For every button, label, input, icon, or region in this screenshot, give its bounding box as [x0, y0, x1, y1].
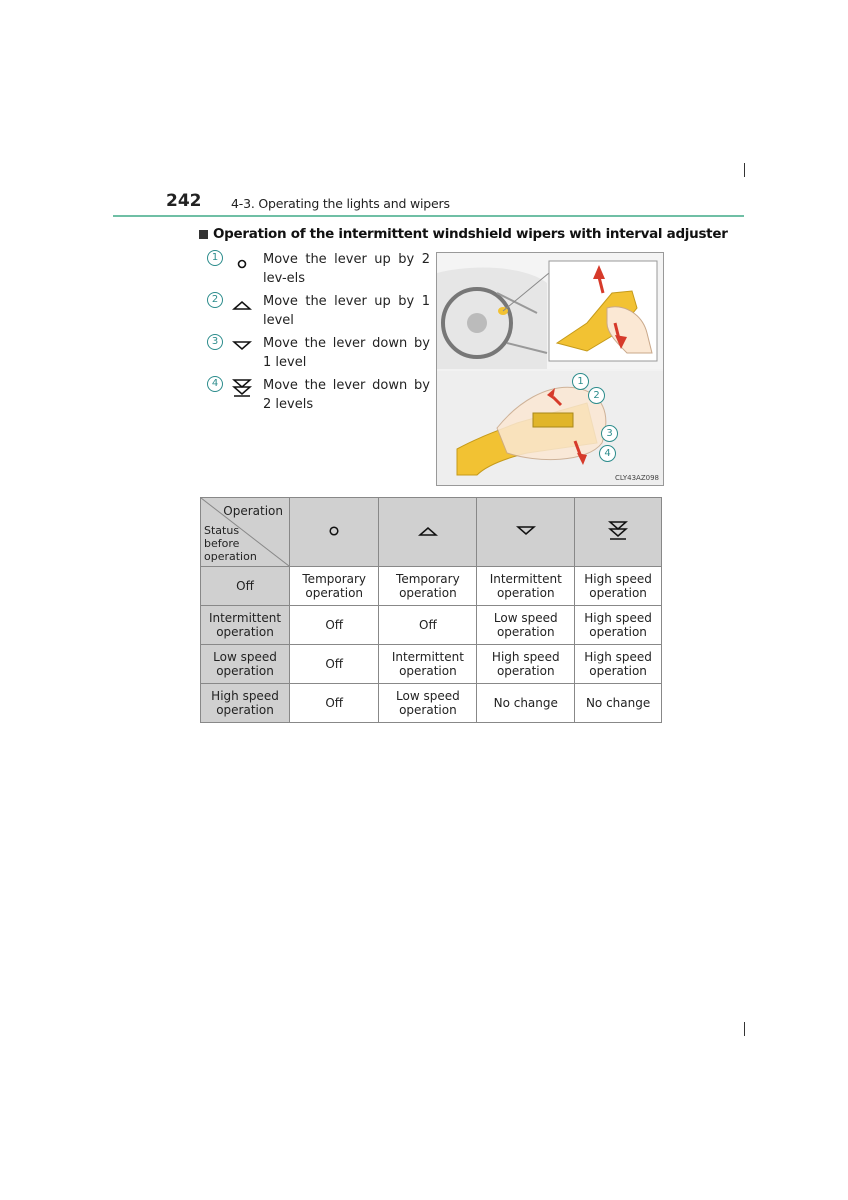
- table-cell: Off: [290, 645, 379, 684]
- status-cell: Intermittent operation: [201, 606, 290, 645]
- operation-table: [200, 497, 662, 723]
- figure-label-4: 4: [599, 445, 616, 462]
- table-corner-header: [201, 498, 290, 567]
- crop-mark-bottom: [744, 1022, 745, 1036]
- table-cell: No change: [575, 684, 662, 723]
- step-text: Move the lever up by 1 level: [263, 294, 430, 328]
- figure-label-1: 1: [572, 373, 589, 390]
- figure-label-3: 3: [601, 425, 618, 442]
- status-cell: High speed operation: [201, 684, 290, 723]
- triangle-down-icon: [232, 335, 254, 357]
- step-number: 4: [207, 376, 223, 392]
- list-item: [205, 292, 430, 330]
- table-cell: High speed operation: [477, 645, 575, 684]
- step-number: 1: [207, 250, 223, 266]
- list-item: [205, 334, 430, 372]
- subsection-heading-text: Operation of the intermittent windshield wipers with interval adjuster: [213, 226, 728, 242]
- table-cell: High speed operation: [575, 645, 662, 684]
- wiper-lever-illustration: [436, 252, 664, 486]
- table-row: [201, 567, 662, 606]
- table-row: [201, 645, 662, 684]
- figure-label-2: 2: [588, 387, 605, 404]
- triangle-up-icon: [417, 521, 439, 541]
- step-text: Move the lever down by 1 level: [263, 336, 430, 370]
- status-cell: Off: [201, 567, 290, 606]
- table-row: [201, 606, 662, 645]
- double-triangle-down-icon: [232, 377, 254, 399]
- table-cell: High speed operation: [575, 606, 662, 645]
- table-cell: Off: [290, 606, 379, 645]
- figure-code: CLY43AZ098: [615, 474, 659, 482]
- section-title: 4-3. Operating the lights and wipers: [231, 196, 450, 211]
- table-cell: Low speed operation: [379, 684, 477, 723]
- step-number: 2: [207, 292, 223, 308]
- crop-mark-top: [744, 163, 745, 177]
- column-header-circle: [290, 498, 379, 567]
- status-cell: Low speed operation: [201, 645, 290, 684]
- double-triangle-down-icon: [607, 520, 629, 542]
- lever-drawing: [437, 253, 663, 485]
- table-row: [201, 684, 662, 723]
- step-text: Move the lever down by 2 levels: [263, 378, 430, 412]
- list-item: [205, 376, 430, 414]
- header-rule: [113, 215, 744, 217]
- table-cell: Intermittent operation: [477, 567, 575, 606]
- square-bullet-icon: [199, 230, 208, 239]
- circle-icon: [324, 521, 344, 541]
- step-list: [205, 250, 430, 418]
- triangle-down-icon: [515, 521, 537, 541]
- column-header-triangle-up: [379, 498, 477, 567]
- table-cell: Off: [379, 606, 477, 645]
- table-cell: High speed operation: [575, 567, 662, 606]
- table-cell: Temporary operation: [290, 567, 379, 606]
- corner-operation-label: Operation: [223, 504, 283, 518]
- subsection-heading: [199, 226, 728, 242]
- circle-icon: [232, 251, 254, 273]
- table-cell: Intermittent operation: [379, 645, 477, 684]
- column-header-triangle-down: [477, 498, 575, 567]
- table-cell: Low speed operation: [477, 606, 575, 645]
- table-cell: Temporary operation: [379, 567, 477, 606]
- column-header-double-triangle-down: [575, 498, 662, 567]
- table-cell: No change: [477, 684, 575, 723]
- list-item: [205, 250, 430, 288]
- corner-status-label: Status before operation: [204, 524, 257, 563]
- step-text: Move the lever up by 2 lev-els: [263, 252, 430, 286]
- triangle-up-icon: [232, 293, 254, 315]
- step-number: 3: [207, 334, 223, 350]
- table-cell: Off: [290, 684, 379, 723]
- page-number: 242: [166, 191, 202, 211]
